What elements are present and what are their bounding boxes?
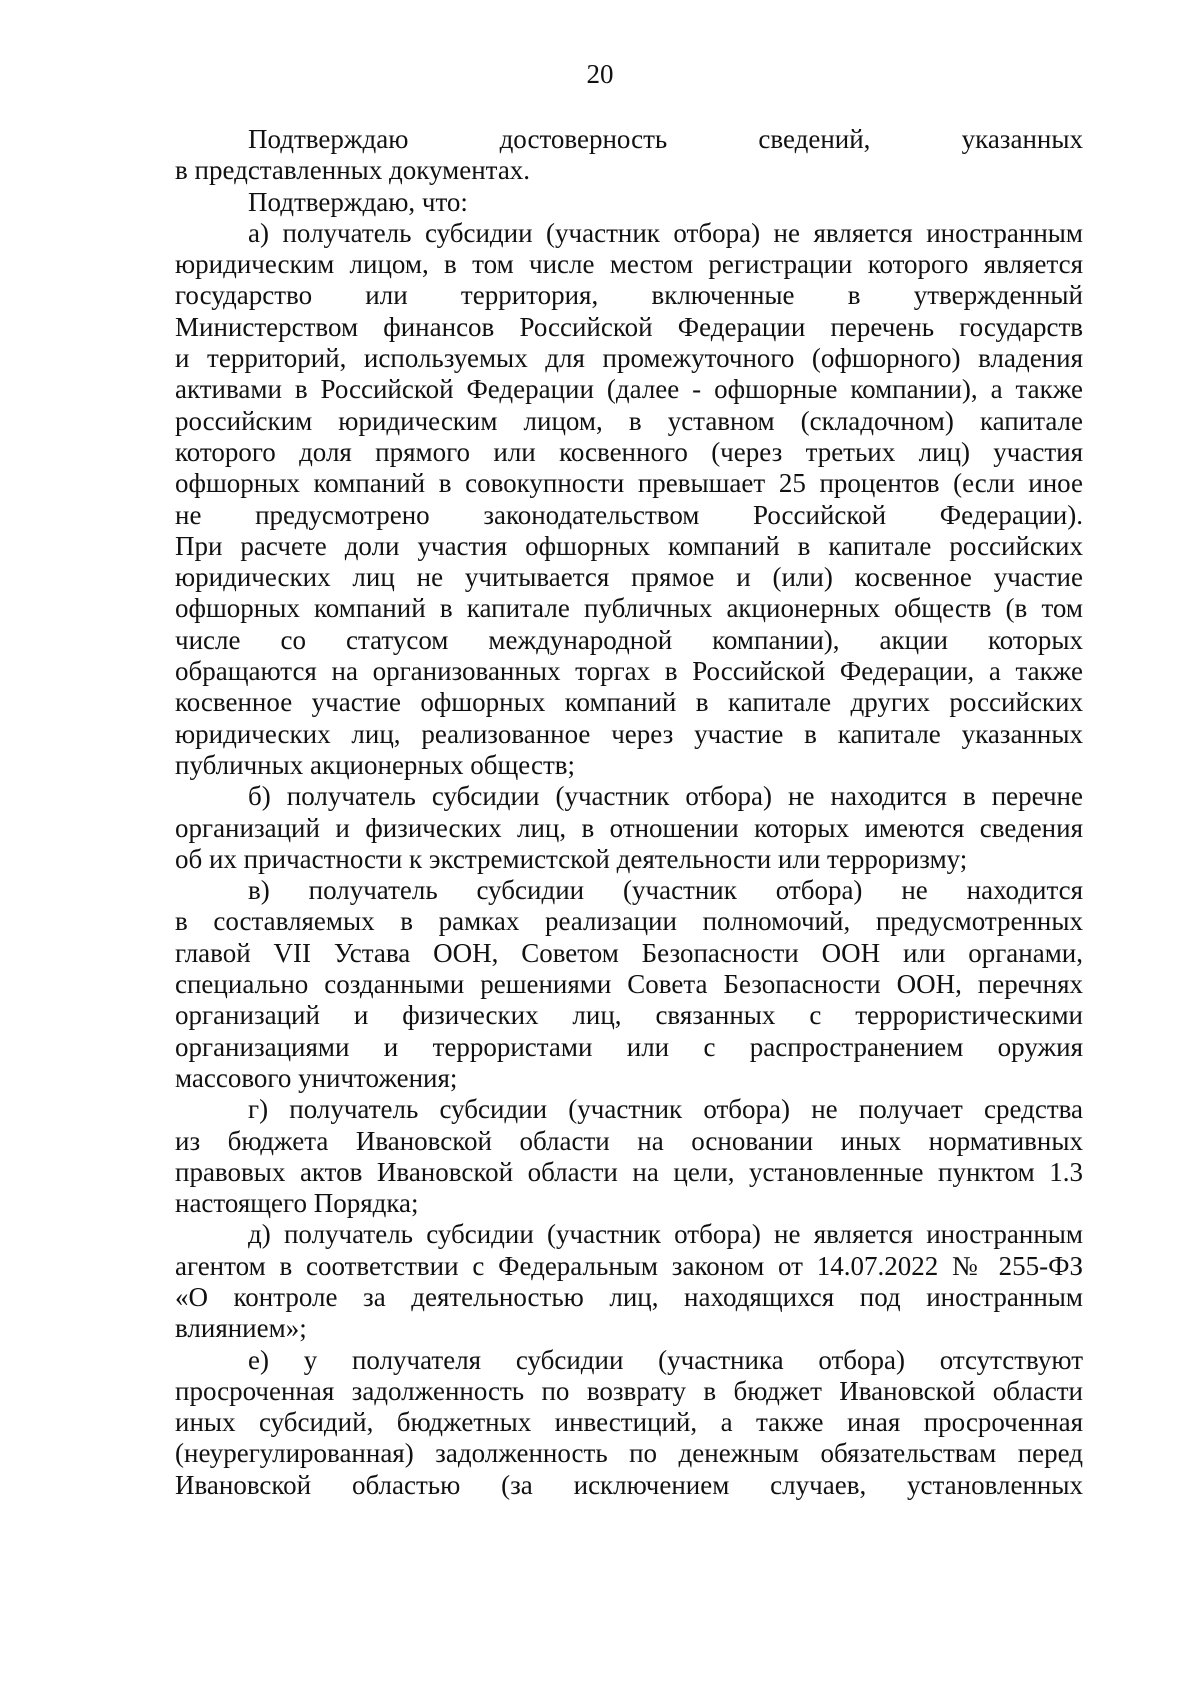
- text-line: настоящего Порядка;: [175, 1188, 419, 1219]
- text-line: юридических лиц, реализованное через участие в капитале указанных: [175, 718, 1083, 749]
- text-line: Ивановской областью (за исключением случаев, установленных: [175, 1469, 1083, 1500]
- text-line: массового уничтожения;: [175, 1062, 458, 1093]
- text-line: г) получатель субсидии (участник отбора) не получает средства: [248, 1094, 1083, 1125]
- page-number: 20: [586, 59, 614, 89]
- text-line: Министерством финансов Российской Федерации перечень государств: [175, 311, 1083, 342]
- text-line: юридических лиц не учитывается прямое и (или) косвенное участие: [175, 562, 1083, 593]
- text-line: При расчете доли участия офшорных компаний в капитале российских: [175, 530, 1083, 561]
- text-line: организаций и физических лиц, в отношении которых имеются сведения: [175, 812, 1083, 843]
- text-line: (неурегулированная) задолженность по денежным обязательствам перед: [175, 1438, 1083, 1469]
- text-line: в) получатель субсидии (участник отбора) не находится: [248, 875, 1083, 906]
- text-line: юридическим лицом, в том числе местом регистрации которого является: [175, 249, 1083, 280]
- text-line: активами в Российской Федерации (далее - офшорные компании), а также: [175, 374, 1083, 405]
- text-line: в составляемых в рамках реализации полномочий, предусмотренных: [175, 906, 1083, 937]
- text-line: обращаются на организованных торгах в Российской Федерации, а также: [175, 656, 1083, 687]
- text-line: из бюджета Ивановской области на основании иных нормативных: [175, 1125, 1083, 1156]
- text-line: Подтверждаю, что:: [248, 186, 468, 217]
- text-line: государство или территория, включенные в утвержденный: [175, 280, 1083, 311]
- text-line: которого доля прямого или косвенного (через третьих лиц) участия: [175, 436, 1083, 467]
- text-line: Подтверждаю достоверность сведений, указанных: [248, 124, 1083, 154]
- text-line: организациями и террористами или с распространением оружия: [175, 1031, 1083, 1062]
- text-line: публичных акционерных обществ;: [175, 749, 575, 780]
- text-line: и территорий, используемых для промежуточного (офшорного) владения: [175, 343, 1083, 374]
- text-line: российским юридическим лицом, в уставном (складочном) капитале: [175, 405, 1083, 436]
- text-line: агентом в соответствии с Федеральным законом от 14.07.2022 № 255-ФЗ: [175, 1250, 1083, 1281]
- text-line: е) у получателя субсидии (участника отбора) отсутствуют: [248, 1344, 1083, 1375]
- text-line: а) получатель субсидии (участник отбора) не является иностранным: [248, 217, 1083, 248]
- text-line: влиянием»;: [175, 1313, 307, 1344]
- text-line: главой VII Устава ООН, Советом Безопасности ООН или органами,: [175, 937, 1083, 968]
- document-body: [175, 124, 1083, 1501]
- text-line: не предусмотрено законодательством Российской Федерации).: [175, 499, 1083, 530]
- text-line: правовых актов Ивановской области на цели, установленные пунктом 1.3: [175, 1156, 1083, 1187]
- text-line: косвенное участие офшорных компаний в капитале других российских: [175, 687, 1083, 718]
- text-line: иных субсидий, бюджетных инвестиций, а также иная просроченная: [175, 1407, 1083, 1438]
- text-line: б) получатель субсидии (участник отбора) не находится в перечне: [248, 781, 1083, 812]
- text-line: специально созданными решениями Совета Безопасности ООН, перечнях: [175, 969, 1083, 1000]
- text-line: числе со статусом международной компании), акции которых: [175, 624, 1083, 655]
- text-line: организаций и физических лиц, связанных с террористическими: [175, 1000, 1083, 1031]
- text-line: «О контроле за деятельностью лиц, находящихся под иностранным: [175, 1281, 1083, 1312]
- text-line: д) получатель субсидии (участник отбора) не является иностранным: [248, 1219, 1083, 1250]
- text-line: офшорных компаний в капитале публичных акционерных обществ (в том: [175, 593, 1083, 624]
- text-line: в представленных документах.: [175, 155, 531, 186]
- text-line: просроченная задолженность по возврату в бюджет Ивановской области: [175, 1375, 1083, 1406]
- text-line: об их причастности к экстремистской деятельности или терроризму;: [175, 843, 968, 874]
- text-line: офшорных компаний в совокупности превышает 25 процентов (если иное: [175, 468, 1083, 499]
